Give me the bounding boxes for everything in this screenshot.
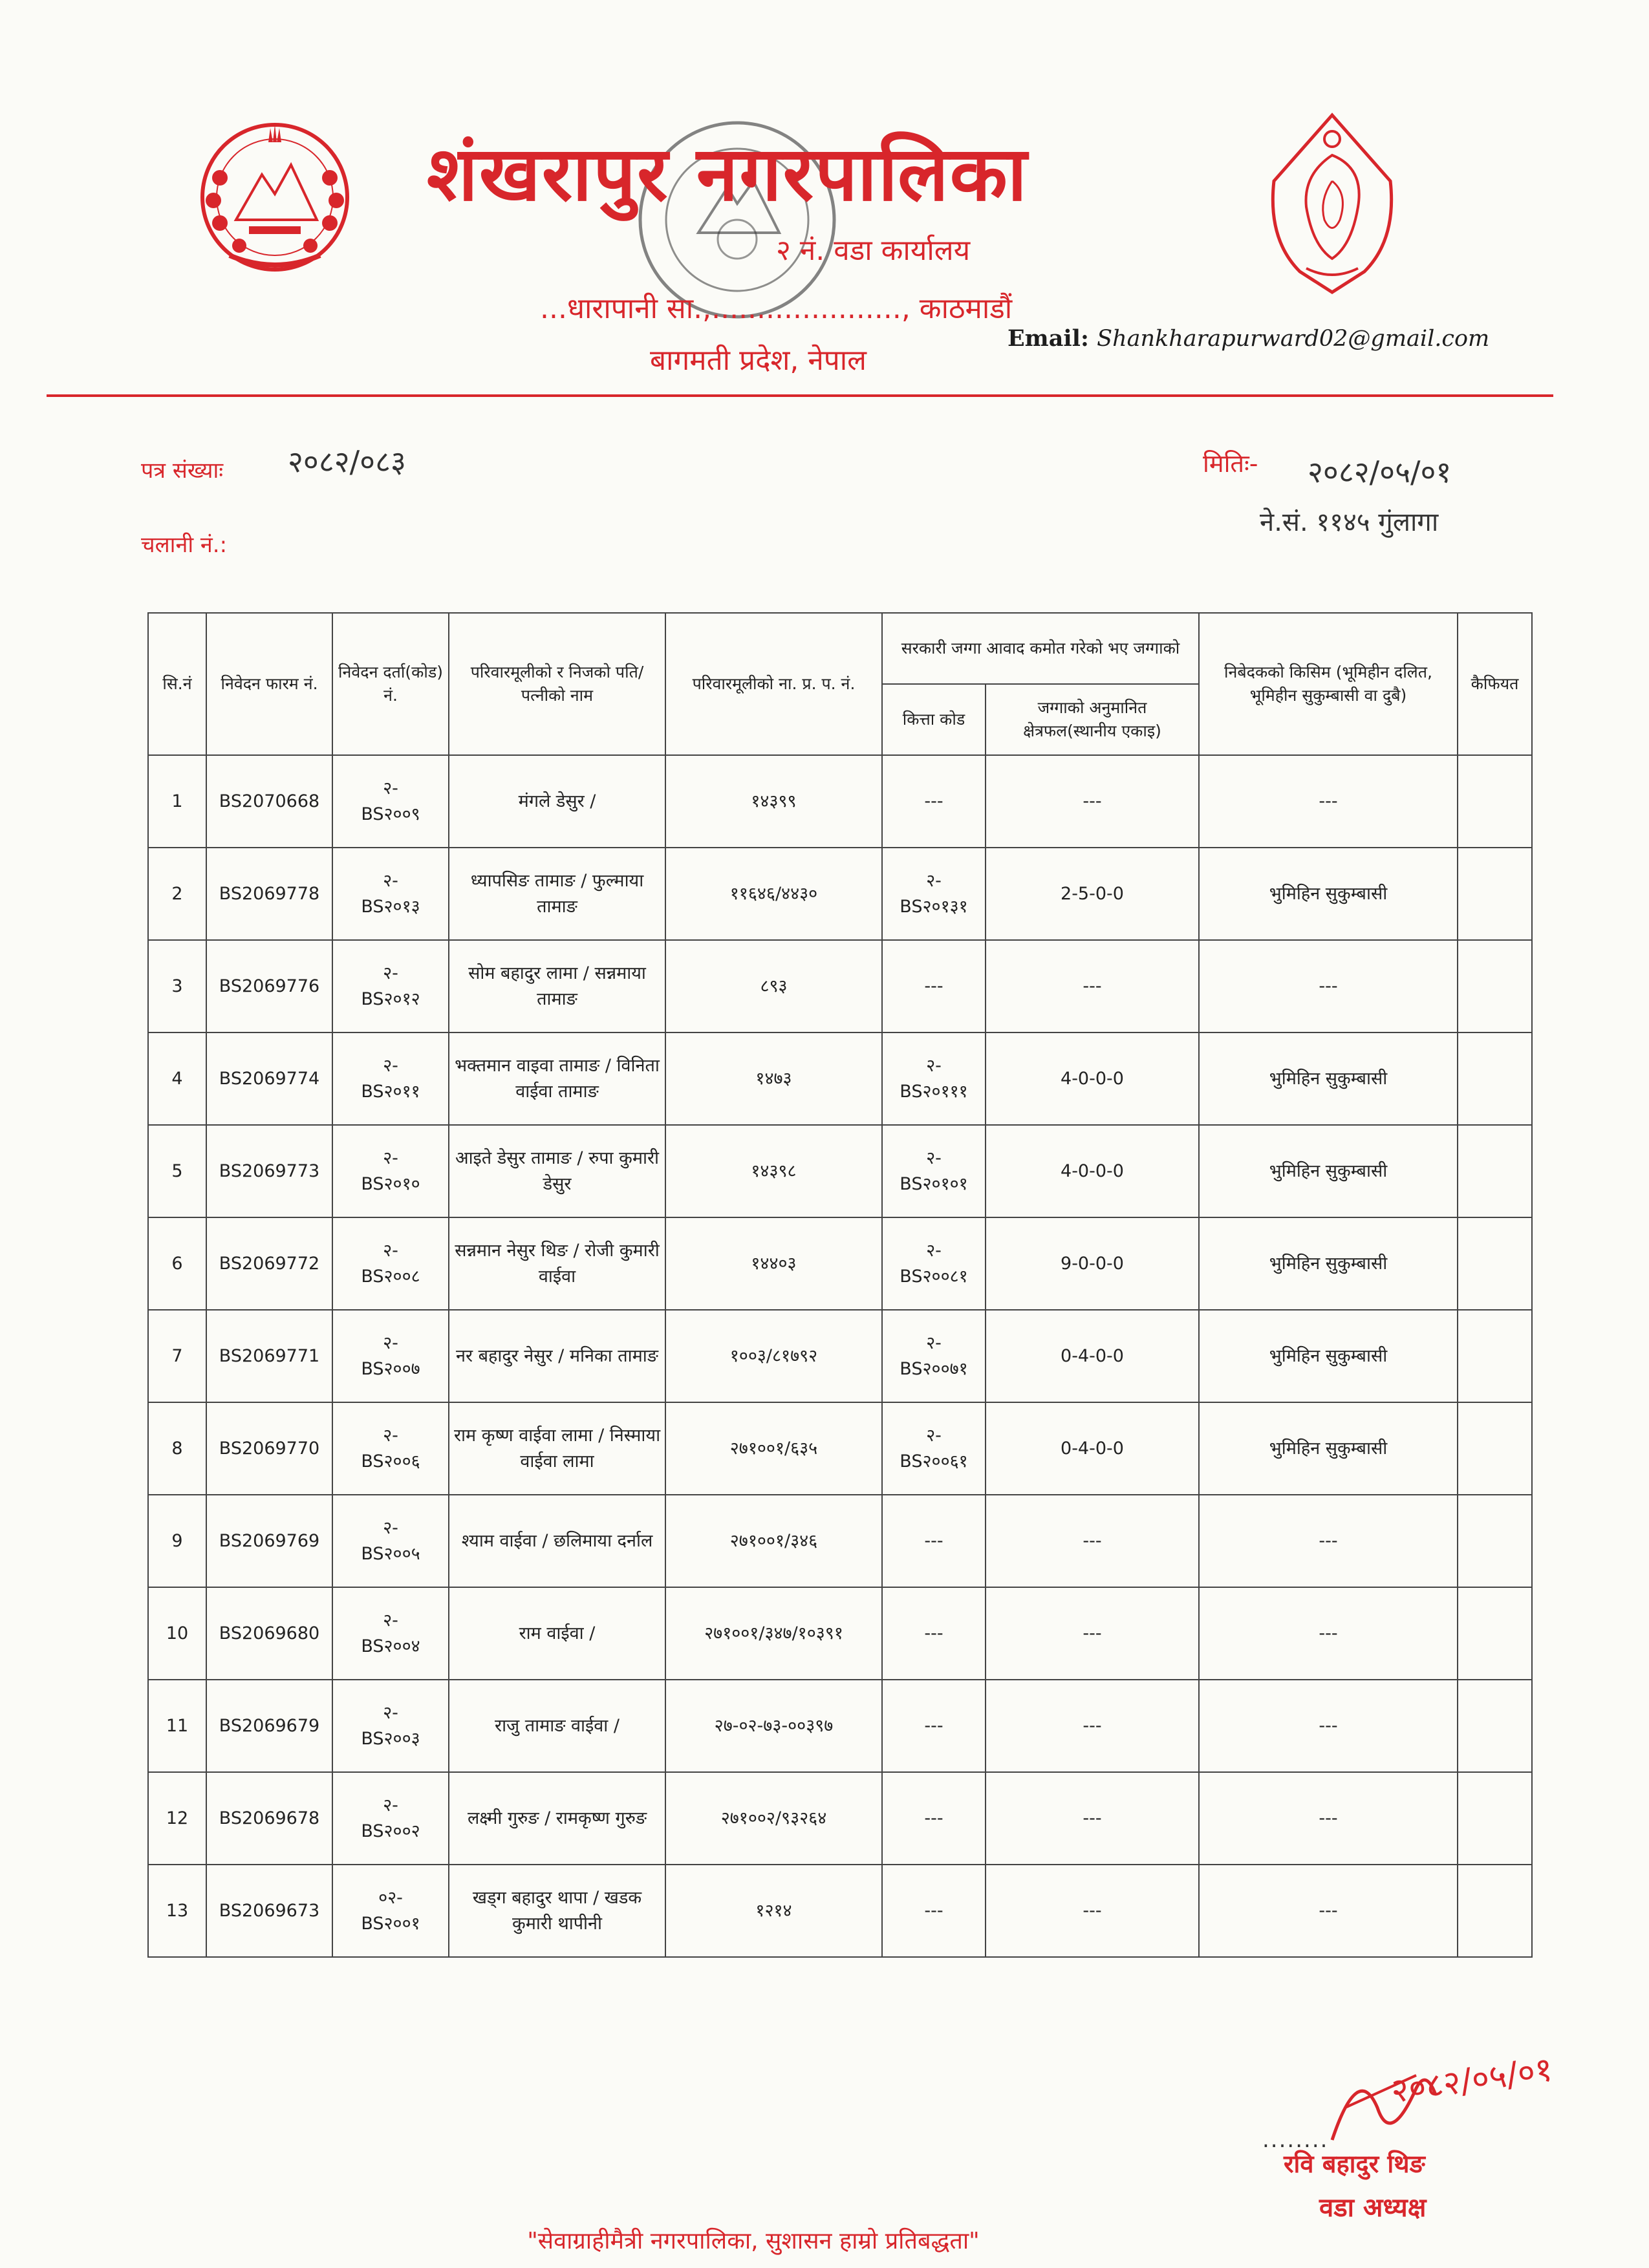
cell-sn-text: 5 — [171, 1161, 183, 1181]
cell-name-text: सन्नमान नेसुर थिङ / रोजी कुमारी वाईवा — [455, 1241, 660, 1287]
cell-sn — [148, 1772, 206, 1865]
cell-registration-code-text: BS२०११ — [361, 1081, 420, 1102]
cell-plot-code — [882, 1587, 986, 1680]
cell-application-form — [206, 940, 332, 1032]
cell-area-text: --- — [1083, 1900, 1102, 1921]
cell-plot-code-text: --- — [924, 1530, 943, 1551]
cell-sn — [148, 1865, 206, 1957]
cell-citizenship — [665, 1772, 882, 1865]
table-row — [148, 1310, 1532, 1402]
cell-registration-code-text: २- — [383, 1703, 398, 1724]
cell-application-form — [206, 848, 332, 940]
cell-application-form-text: BS2069769 — [219, 1530, 320, 1551]
cell-application-form — [206, 1310, 332, 1402]
cell-plot-code-text: २- — [926, 1333, 942, 1354]
cell-sn — [148, 1680, 206, 1772]
cell-applicant-type-text: --- — [1319, 1808, 1338, 1828]
cell-plot-code-text: --- — [924, 1900, 943, 1921]
province-line: बागमती प्रदेश, नेपाल — [650, 344, 867, 377]
cell-registration-code-text: २- — [383, 1333, 398, 1354]
cell-applicant-type — [1199, 1680, 1458, 1772]
cell-applicant-type-text: भुमिहिन सुकुम्बासी — [1269, 1438, 1388, 1459]
cell-registration-code — [332, 1587, 449, 1680]
cell-applicant-type — [1199, 1125, 1458, 1217]
cell-applicant-type-text: --- — [1319, 1715, 1338, 1736]
cell-plot-code — [882, 940, 986, 1032]
table-row — [148, 1587, 1532, 1680]
cell-plot-code-text: BS२०१११ — [900, 1081, 968, 1102]
cell-registration-code — [332, 755, 449, 848]
cell-registration-code-text: २- — [383, 963, 398, 984]
table-row — [148, 1402, 1532, 1495]
cell-registration-code — [332, 1310, 449, 1402]
signature-line: ........ — [1262, 2127, 1329, 2153]
cell-remarks — [1458, 1865, 1532, 1957]
cell-application-form-text: BS2069680 — [219, 1623, 320, 1643]
cell-remarks — [1458, 848, 1532, 940]
cell-applicant-type-text: भुमिहिन सुकुम्बासी — [1269, 883, 1388, 904]
cell-applicant-type — [1199, 1032, 1458, 1125]
cell-area-text: --- — [1083, 791, 1102, 811]
cell-application-form-text: BS2069776 — [219, 976, 320, 996]
cell-application-form — [206, 1865, 332, 1957]
cell-applicant-type — [1199, 1865, 1458, 1957]
cell-sn — [148, 848, 206, 940]
cell-citizenship-text: ८९३ — [760, 976, 788, 996]
cell-name — [449, 1495, 665, 1587]
cell-citizenship — [665, 848, 882, 940]
footer-motto — [0, 2224, 1649, 2256]
header-remarks: कैफियत — [1458, 613, 1532, 755]
cell-registration-code-text: BS२०१० — [361, 1173, 420, 1194]
date-label: मितिः- — [1203, 449, 1258, 478]
cell-sn-text: 9 — [171, 1530, 183, 1551]
cell-registration-code-text: BS२००७ — [361, 1358, 420, 1379]
cell-registration-code-text: ०२- — [378, 1888, 403, 1909]
cell-area — [986, 755, 1199, 848]
cell-sn-text: 7 — [171, 1345, 183, 1366]
dispatch-no-label: चलानी नं.: — [141, 532, 228, 558]
cell-remarks — [1458, 940, 1532, 1032]
cell-name — [449, 1772, 665, 1865]
cell-name — [449, 1217, 665, 1310]
cell-area — [986, 1865, 1199, 1957]
header-plot-code: कित्ता कोड — [882, 684, 986, 755]
cell-area — [986, 1310, 1199, 1402]
cell-applicant-type — [1199, 940, 1458, 1032]
table-row — [148, 1772, 1532, 1865]
cell-applicant-type — [1199, 1772, 1458, 1865]
cell-application-form — [206, 1587, 332, 1680]
cell-area — [986, 1495, 1199, 1587]
cell-area — [986, 848, 1199, 940]
cell-applicant-type — [1199, 1217, 1458, 1310]
cell-application-form-text: BS2069771 — [219, 1345, 320, 1366]
cell-citizenship — [665, 1865, 882, 1957]
cell-plot-code-text: २- — [926, 1426, 942, 1446]
cell-application-form-text: BS2070668 — [219, 791, 320, 811]
cell-name-text: राम वाईवा / — [519, 1623, 596, 1643]
cell-name — [449, 1587, 665, 1680]
ward-office-name: २ नं. वडा कार्यालय — [776, 234, 971, 267]
cell-plot-code-text: BS२०१०१ — [900, 1173, 968, 1194]
cell-area-text: 9-0-0-0 — [1061, 1253, 1124, 1274]
cell-applicant-type — [1199, 1402, 1458, 1495]
email-address: Shankharapurward02@gmail.com — [1097, 326, 1490, 352]
conch-emblem-icon — [1267, 110, 1397, 297]
cell-plot-code-text: --- — [924, 791, 943, 811]
cell-registration-code-text: २- — [383, 1518, 398, 1539]
table-row — [148, 1032, 1532, 1125]
cell-plot-code — [882, 848, 986, 940]
cell-citizenship — [665, 940, 882, 1032]
cell-registration-code — [332, 1402, 449, 1495]
cell-remarks — [1458, 1217, 1532, 1310]
cell-name-text: भक्तमान वाइवा तामाङ / विनिता वाईवा तामाङ — [455, 1056, 660, 1102]
cell-area-text: 4-0-0-0 — [1061, 1068, 1124, 1089]
cell-plot-code — [882, 755, 986, 848]
cell-registration-code-text: BS२००२ — [361, 1821, 420, 1841]
email-line — [1008, 325, 1489, 352]
cell-plot-code-text: BS२०१३१ — [900, 896, 968, 917]
cell-plot-code — [882, 1402, 986, 1495]
municipality-title: शंखरापुर नगरपालिका — [427, 131, 1028, 218]
cell-area-text: --- — [1083, 1623, 1102, 1643]
cell-remarks — [1458, 1772, 1532, 1865]
cell-name-text: खड्ग बहादुर थापा / खडक कुमारी थापीनी — [472, 1888, 642, 1934]
cell-remarks — [1458, 755, 1532, 848]
cell-citizenship — [665, 1587, 882, 1680]
cell-citizenship-text: २७१००१/३४६ — [729, 1530, 818, 1551]
cell-area-text: --- — [1083, 1530, 1102, 1551]
cell-application-form-text: BS2069774 — [219, 1068, 320, 1089]
table-row — [148, 1217, 1532, 1310]
cell-plot-code-text: --- — [924, 1623, 943, 1643]
cell-area — [986, 1402, 1199, 1495]
cell-registration-code — [332, 1865, 449, 1957]
cell-citizenship — [665, 1495, 882, 1587]
cell-citizenship-text: १४३९८ — [751, 1161, 797, 1181]
cell-plot-code — [882, 1310, 986, 1402]
cell-registration-code-text: २- — [383, 1795, 398, 1816]
cell-registration-code-text: २- — [383, 871, 398, 892]
cell-sn — [148, 1402, 206, 1495]
cell-sn-text: 1 — [171, 791, 183, 811]
cell-sn — [148, 1587, 206, 1680]
cell-citizenship — [665, 1310, 882, 1402]
cell-sn — [148, 1495, 206, 1587]
cell-application-form-text: BS2069673 — [219, 1900, 320, 1921]
table-row — [148, 1495, 1532, 1587]
cell-area — [986, 1125, 1199, 1217]
cell-citizenship — [665, 1402, 882, 1495]
cell-name-text: नर बहादुर नेसुर / मनिका तामाङ — [455, 1345, 659, 1366]
cell-plot-code — [882, 1680, 986, 1772]
cell-plot-code — [882, 1125, 986, 1217]
cell-plot-code-text: २- — [926, 871, 942, 892]
cell-registration-code-text: २- — [383, 1056, 398, 1076]
signatory-title: वडा अध्यक्ष — [1319, 2193, 1427, 2223]
table-row — [148, 1680, 1532, 1772]
cell-applicant-type-text: --- — [1319, 1900, 1338, 1921]
header-citizenship: परिवारमूलीको ना. प्र. प. नं. — [665, 613, 882, 755]
cell-plot-code — [882, 1495, 986, 1587]
table-row — [148, 848, 1532, 940]
cell-citizenship-text: १४७३ — [755, 1068, 792, 1089]
cell-applicant-type-text: --- — [1319, 1530, 1338, 1551]
cell-application-form-text: BS2069679 — [219, 1715, 320, 1736]
cell-remarks — [1458, 1032, 1532, 1125]
cell-citizenship-text: १४४०३ — [751, 1253, 797, 1274]
cell-application-form — [206, 1032, 332, 1125]
cell-name-text: राम कृष्ण वाईवा लामा / निस्माया वाईवा लामा — [453, 1426, 661, 1471]
email-label: Email: — [1008, 325, 1089, 352]
cell-plot-code-text: --- — [924, 1715, 943, 1736]
cell-name — [449, 848, 665, 940]
cell-registration-code — [332, 1032, 449, 1125]
cell-application-form-text: BS2069773 — [219, 1161, 320, 1181]
cell-name — [449, 1125, 665, 1217]
cell-citizenship — [665, 755, 882, 848]
cell-area-text: --- — [1083, 1715, 1102, 1736]
cell-applicant-type — [1199, 1587, 1458, 1680]
cell-area-text: 4-0-0-0 — [1061, 1161, 1124, 1181]
cell-registration-code-text: २- — [383, 1426, 398, 1446]
cell-citizenship-text: १२१४ — [755, 1900, 792, 1921]
header-land-group: सरकारी जग्गा आवाद कमोत गरेको भए जग्गाको — [882, 613, 1199, 684]
cell-applicant-type-text: --- — [1319, 976, 1338, 996]
cell-registration-code — [332, 940, 449, 1032]
cell-citizenship-text: २७१००१/३४७/१०३९१ — [704, 1623, 843, 1643]
cell-sn-text: 2 — [171, 883, 183, 904]
cell-application-form-text: BS2069778 — [219, 883, 320, 904]
cell-application-form — [206, 1495, 332, 1587]
header-applicant-type: निबेदकको किसिम (भूमिहीन दलित, भूमिहीन सुकुम्बासी वा दुबै) — [1199, 613, 1458, 755]
cell-remarks — [1458, 1310, 1532, 1402]
cell-sn — [148, 1032, 206, 1125]
cell-registration-code — [332, 1772, 449, 1865]
cell-registration-code — [332, 1680, 449, 1772]
nepal-sambat-date: ने.सं. ११४५ गुंलागा — [1260, 508, 1439, 537]
cell-registration-code-text: BS२००६ — [361, 1451, 420, 1471]
cell-plot-code-text: BS२००८१ — [900, 1266, 968, 1287]
table-body — [148, 755, 1532, 1957]
table-row — [148, 1125, 1532, 1217]
cell-applicant-type — [1199, 1310, 1458, 1402]
cell-citizenship — [665, 1032, 882, 1125]
cell-name-text: लक्ष्मी गुरुङ / रामकृष्ण गुरुङ — [467, 1808, 647, 1828]
cell-remarks — [1458, 1402, 1532, 1495]
cell-name-text: मंगले डेसुर / — [518, 791, 596, 811]
cell-name — [449, 1032, 665, 1125]
cell-citizenship-text: २७१००२/९३२६४ — [720, 1808, 827, 1828]
cell-area — [986, 1217, 1199, 1310]
cell-area — [986, 1680, 1199, 1772]
cell-registration-code-text: २- — [383, 1148, 398, 1169]
cell-sn-text: 8 — [171, 1438, 183, 1459]
cell-plot-code-text: --- — [924, 976, 943, 996]
cell-registration-code-text: BS२०१३ — [361, 896, 420, 917]
cell-citizenship-text: २७१००१/६३५ — [729, 1438, 818, 1459]
cell-sn — [148, 1310, 206, 1402]
cell-sn-text: 4 — [171, 1068, 183, 1089]
cell-registration-code-text: २- — [383, 1241, 398, 1261]
cell-plot-code — [882, 1772, 986, 1865]
cell-registration-code-text: BS२००१ — [361, 1913, 420, 1934]
cell-citizenship — [665, 1680, 882, 1772]
cell-sn-text: 13 — [166, 1900, 189, 1921]
cell-plot-code-text: २- — [926, 1056, 942, 1076]
cell-name — [449, 940, 665, 1032]
cell-name — [449, 1310, 665, 1402]
header-area: जग्गाको अनुमानित क्षेत्रफल(स्थानीय एकाइ) — [986, 684, 1199, 755]
cell-name-text: श्याम वाईवा / छलिमाया दर्नाल — [461, 1530, 653, 1551]
cell-registration-code — [332, 1125, 449, 1217]
cell-citizenship — [665, 1125, 882, 1217]
cell-registration-code-text: BS२००४ — [361, 1636, 420, 1656]
cell-registration-code-text: BS२०१२ — [361, 989, 420, 1009]
cell-applicant-type-text: --- — [1319, 791, 1338, 811]
cell-application-form — [206, 1217, 332, 1310]
cell-registration-code — [332, 1495, 449, 1587]
date-value: २०८२/०५/०१ — [1308, 455, 1452, 489]
cell-registration-code-text: BS२००५ — [361, 1543, 420, 1564]
cell-applicant-type-text: भुमिहिन सुकुम्बासी — [1269, 1345, 1388, 1366]
cell-sn-text: 10 — [166, 1623, 189, 1643]
beneficiary-table — [147, 612, 1533, 1958]
cell-sn-text: 11 — [166, 1715, 189, 1736]
cell-sn — [148, 1217, 206, 1310]
cell-sn-text: 6 — [171, 1253, 183, 1274]
cell-remarks — [1458, 1680, 1532, 1772]
cell-citizenship-text: १४३९९ — [751, 791, 797, 811]
office-address: ...धारापानी सा.,....................., काठमाडौं — [540, 292, 1013, 325]
cell-plot-code-text: --- — [924, 1808, 943, 1828]
cell-remarks — [1458, 1495, 1532, 1587]
footer-motto-text: "सेवाग्राहीमैत्री नगरपालिका, सुशासन हाम्रो प्रतिबद्धता" — [527, 2228, 980, 2254]
cell-citizenship-text: २७-०२-७३-००३९७ — [714, 1715, 834, 1736]
cell-registration-code-text: २- — [383, 778, 398, 799]
cell-area — [986, 1587, 1199, 1680]
cell-name — [449, 1865, 665, 1957]
cell-plot-code — [882, 1865, 986, 1957]
cell-citizenship-text: १००३/८१७९२ — [729, 1345, 818, 1366]
table-row — [148, 1865, 1532, 1957]
header-divider — [47, 394, 1553, 397]
cell-applicant-type-text: भुमिहिन सुकुम्बासी — [1269, 1161, 1388, 1181]
cell-name-text: आइते डेसुर तामाङ / रुपा कुमारी डेसुर — [455, 1148, 660, 1194]
letter-no-value: २०८२/०८३ — [288, 444, 406, 479]
cell-plot-code-text: २- — [926, 1241, 942, 1261]
cell-name-text: राजु तामाङ वाईवा / — [495, 1715, 620, 1736]
header-application-form: निवेदन फारम नं. — [206, 613, 332, 755]
cell-area-text: 0-4-0-0 — [1061, 1438, 1124, 1459]
cell-remarks — [1458, 1587, 1532, 1680]
cell-name-text: ध्यापसिङ तामाङ / फुल्माया तामाङ — [470, 871, 644, 917]
cell-registration-code-text: BS२००८ — [361, 1266, 420, 1287]
cell-applicant-type — [1199, 755, 1458, 848]
cell-registration-code — [332, 848, 449, 940]
cell-plot-code — [882, 1217, 986, 1310]
table-row — [148, 755, 1532, 848]
cell-plot-code — [882, 1032, 986, 1125]
cell-remarks — [1458, 1125, 1532, 1217]
letter-no-label: पत्र संख्याः — [141, 458, 224, 484]
cell-applicant-type-text: --- — [1319, 1623, 1338, 1643]
cell-application-form — [206, 1125, 332, 1217]
cell-name — [449, 1680, 665, 1772]
cell-name — [449, 755, 665, 848]
cell-sn — [148, 940, 206, 1032]
cell-area-text: --- — [1083, 976, 1102, 996]
cell-area-text: 2-5-0-0 — [1061, 883, 1124, 904]
cell-sn-text: 3 — [171, 976, 183, 996]
header-name: परिवारमूलीको र निजको पति/पत्नीको नाम — [449, 613, 665, 755]
cell-application-form — [206, 1772, 332, 1865]
cell-plot-code-text: BS२००६१ — [900, 1451, 968, 1471]
cell-applicant-type — [1199, 848, 1458, 940]
signature-date: २०८२/०५/०१ — [1388, 2049, 1555, 2112]
cell-registration-code-text: BS२००९ — [361, 804, 420, 824]
cell-application-form-text: BS2069770 — [219, 1438, 320, 1459]
cell-area-text: 0-4-0-0 — [1061, 1345, 1124, 1366]
cell-citizenship — [665, 1217, 882, 1310]
cell-application-form — [206, 1680, 332, 1772]
cell-area — [986, 1772, 1199, 1865]
cell-application-form-text: BS2069772 — [219, 1253, 320, 1274]
cell-name — [449, 1402, 665, 1495]
header-registration-code: निवेदन दर्ता(कोड) नं. — [332, 613, 449, 755]
cell-applicant-type-text: भुमिहिन सुकुम्बासी — [1269, 1068, 1388, 1089]
header-sn: सि.नं — [148, 613, 206, 755]
cell-name-text: सोम बहादुर लामा / सन्नमाया तामाङ — [468, 963, 646, 1009]
cell-application-form — [206, 755, 332, 848]
cell-registration-code-text: २- — [383, 1610, 398, 1631]
cell-area — [986, 1032, 1199, 1125]
signatory-name: रवि बहादुर थिङ — [1284, 2150, 1425, 2178]
cell-applicant-type-text: भुमिहिन सुकुम्बासी — [1269, 1253, 1388, 1274]
cell-citizenship-text: ११६४६/४४३० — [729, 883, 818, 904]
cell-area-text: --- — [1083, 1808, 1102, 1828]
cell-sn — [148, 755, 206, 848]
cell-applicant-type — [1199, 1495, 1458, 1587]
cell-area — [986, 940, 1199, 1032]
cell-registration-code-text: BS२००३ — [361, 1728, 420, 1749]
table-row — [148, 940, 1532, 1032]
cell-sn — [148, 1125, 206, 1217]
nepal-emblem-icon — [194, 116, 356, 278]
cell-sn-text: 12 — [166, 1808, 189, 1828]
cell-plot-code-text: २- — [926, 1148, 942, 1169]
cell-application-form — [206, 1402, 332, 1495]
cell-plot-code-text: BS२००७१ — [900, 1358, 968, 1379]
cell-registration-code — [332, 1217, 449, 1310]
cell-application-form-text: BS2069678 — [219, 1808, 320, 1828]
